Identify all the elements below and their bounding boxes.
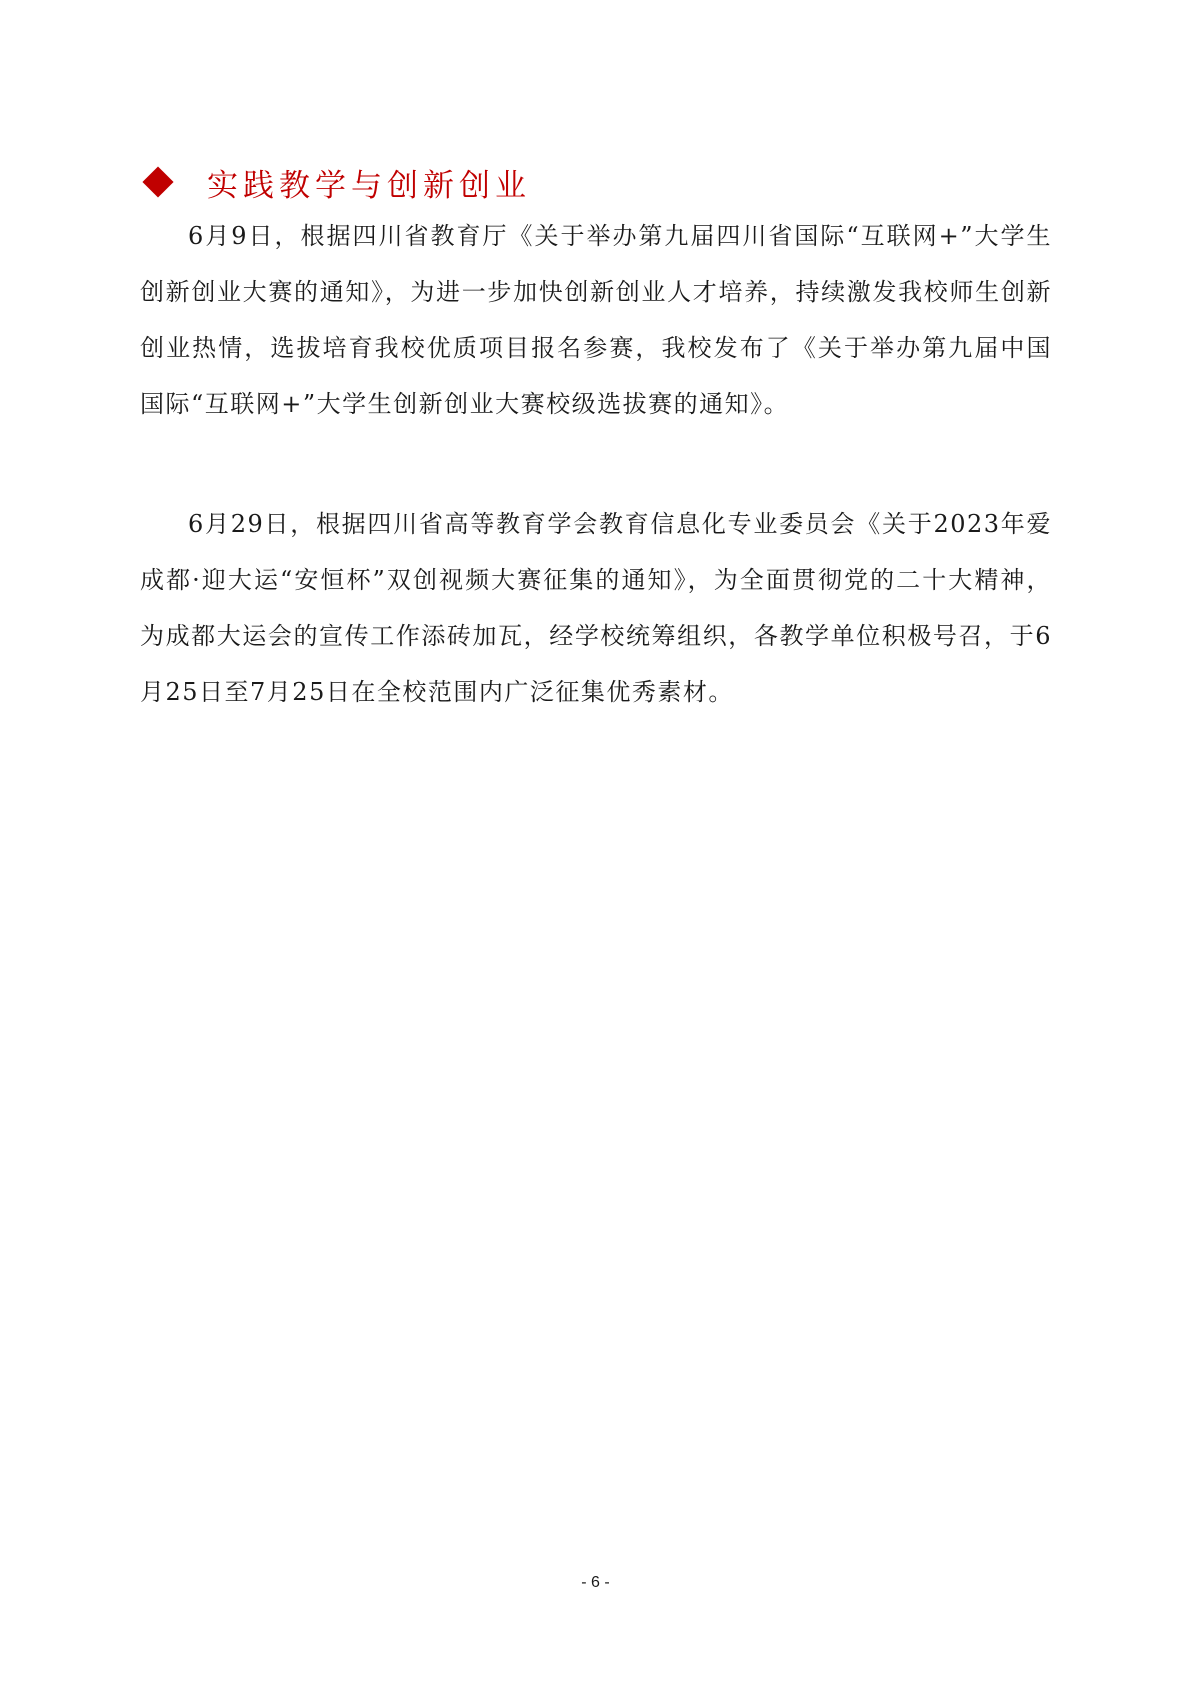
paragraph-1: 6月9日，根据四川省教育厅《关于举办第九届四川省国际“互联网+”大学生创新创业大赛的通知》，为进一步加快创新创业人才培养，持续激发我校师生创新创业热情，选拔培育我校优质项目报名参赛，我校发布了《关于举办第九届中国国际“互联网+”大学生创新创业大赛校级选拔赛的通知》。 <box>140 222 1052 418</box>
section-heading <box>142 154 531 210</box>
section-title: 实践教学与创新创业 <box>207 167 531 204</box>
paragraph-2: 6月29日，根据四川省高等教育学会教育信息化专业委员会《关于2023年爱成都·迎大运“安恒杯”双创视频大赛征集的通知》，为全面贯彻党的二十大精神，为成都大运会的宣传工作添砖加瓦，经学校统筹组织，各教学单位积极号召，于6月25日至7月25日在全校范围内广泛征集优秀素材。 <box>140 510 1052 706</box>
diamond-bullet-icon <box>142 166 173 197</box>
page-number: - 6 - <box>581 1574 610 1591</box>
